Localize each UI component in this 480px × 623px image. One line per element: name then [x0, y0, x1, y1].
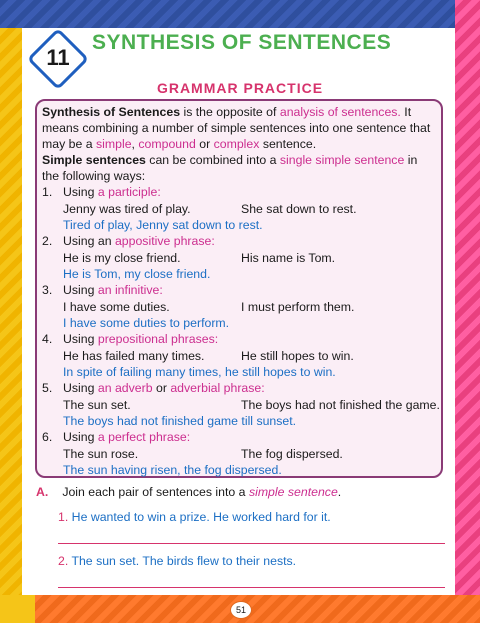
way-number: 1.	[42, 185, 53, 199]
page-number: 51	[230, 601, 252, 619]
way-text: Using	[63, 381, 98, 395]
grammar-box	[35, 99, 443, 478]
intro-text: or	[195, 137, 214, 151]
sentence-2: He still hopes to win.	[241, 349, 354, 363]
combined-sentence: The sun having risen, the fog dispersed.	[63, 463, 282, 477]
way-text: :	[261, 381, 265, 395]
way-term: an adverb	[97, 381, 153, 395]
way-number: 5.	[42, 381, 53, 395]
intro-text: sentence.	[259, 137, 317, 151]
way-text: :	[159, 283, 163, 297]
top-decorative-border	[0, 0, 455, 28]
way-text: Using	[63, 185, 98, 199]
intro-text: It	[400, 105, 412, 119]
way-number: 3.	[42, 283, 53, 297]
term-complex: complex	[213, 137, 260, 151]
intro-line-3	[42, 136, 316, 152]
question-2	[58, 553, 296, 569]
way-heading	[63, 184, 161, 200]
combined-sentence: Tired of play, Jenny sat down to rest.	[63, 218, 263, 232]
way-heading	[63, 380, 265, 396]
question-text: The sun set. The birds flew to their nests.	[68, 554, 297, 568]
way-text: Using	[63, 332, 98, 346]
way-heading	[63, 282, 163, 298]
way-text: :	[157, 185, 161, 199]
question-text: He wanted to win a prize. He worked hard for it.	[68, 510, 331, 524]
sentence-2: His name is Tom.	[241, 251, 336, 265]
chapter-number: 11	[46, 45, 70, 70]
section-heading: GRAMMAR PRACTICE	[156, 80, 324, 96]
intro-text: ,	[131, 137, 139, 151]
sentence-1: The sun set.	[63, 398, 131, 412]
intro-line-2: means combining a number of simple sentences into one sentence that	[42, 121, 431, 135]
combined-sentence: I have some duties to perform.	[63, 316, 230, 330]
way-term: a perfect phrase	[97, 430, 187, 444]
way-text: :	[214, 332, 219, 346]
sentence-2: The boys had not finished the game.	[241, 398, 440, 412]
sentence-2: The fog dispersed.	[241, 447, 343, 461]
combined-sentence: In spite of failing many times, he still hopes to win.	[63, 365, 336, 379]
combined-sentence: He is Tom, my close friend.	[63, 267, 211, 281]
way-term: prepositional phrases	[97, 332, 215, 346]
way-term: appositive phrase	[114, 234, 212, 248]
way-term-2: adverbial phrase	[170, 381, 262, 395]
answer-line-1[interactable]	[58, 543, 445, 544]
sentence-2: She sat down to rest.	[241, 202, 357, 216]
intro-text: in	[404, 153, 418, 167]
way-heading	[63, 233, 215, 249]
answer-line-2[interactable]	[58, 587, 445, 588]
bottom-decorative-border	[35, 595, 480, 623]
way-text: Using an	[63, 234, 115, 248]
intro-line-4	[42, 152, 417, 168]
way-text: or	[152, 381, 171, 395]
way-number: 6.	[42, 430, 53, 444]
term-simple-sentences: Simple sentences	[42, 153, 146, 167]
exercise-instruction	[36, 484, 341, 500]
intro-text: can be combined into a	[145, 153, 280, 167]
way-number: 4.	[42, 332, 53, 346]
sentence-1: He has failed many times.	[63, 349, 205, 363]
sentence-1: He is my close friend.	[63, 251, 181, 265]
instruction-text: Join each pair of sentences into a	[62, 485, 249, 499]
way-term: a participle	[97, 185, 158, 199]
way-number: 2.	[42, 234, 53, 248]
way-heading	[63, 331, 218, 347]
term-compound: compound	[138, 137, 196, 151]
instruction-text: .	[337, 485, 342, 499]
sentence-2: I must perform them.	[241, 300, 355, 314]
way-term: an infinitive	[97, 283, 160, 297]
sentence-1: The sun rose.	[63, 447, 139, 461]
chapter-title: SYNTHESIS OF SENTENCES	[92, 31, 392, 54]
left-decorative-border	[0, 28, 22, 598]
sentence-1: I have some duties.	[63, 300, 170, 314]
intro-text: may be a	[42, 137, 96, 151]
way-text: :	[211, 234, 215, 248]
term-single-simple-sentence: single simple sentence	[279, 153, 405, 167]
way-text: Using	[63, 283, 98, 297]
term-synthesis: Synthesis of Sentences	[42, 105, 181, 119]
intro-line-5: the following ways:	[42, 169, 146, 183]
term-analysis: analysis of sentences.	[279, 105, 401, 119]
term-simple: simple	[96, 137, 132, 151]
exercise-letter: A.	[36, 485, 49, 499]
question-number: 2.	[58, 554, 69, 568]
instruction-emphasis: simple sentence	[248, 485, 338, 499]
intro-line-1	[42, 104, 411, 120]
question-1	[58, 509, 331, 525]
way-text: Using	[63, 430, 98, 444]
combined-sentence: The boys had not finished game till sunset.	[63, 414, 297, 428]
way-heading	[63, 429, 190, 445]
question-number: 1.	[58, 510, 69, 524]
bottom-left-corner	[0, 595, 35, 623]
intro-text: is the opposite of	[180, 105, 280, 119]
way-text: :	[186, 430, 191, 444]
sentence-1: Jenny was tired of play.	[63, 202, 191, 216]
